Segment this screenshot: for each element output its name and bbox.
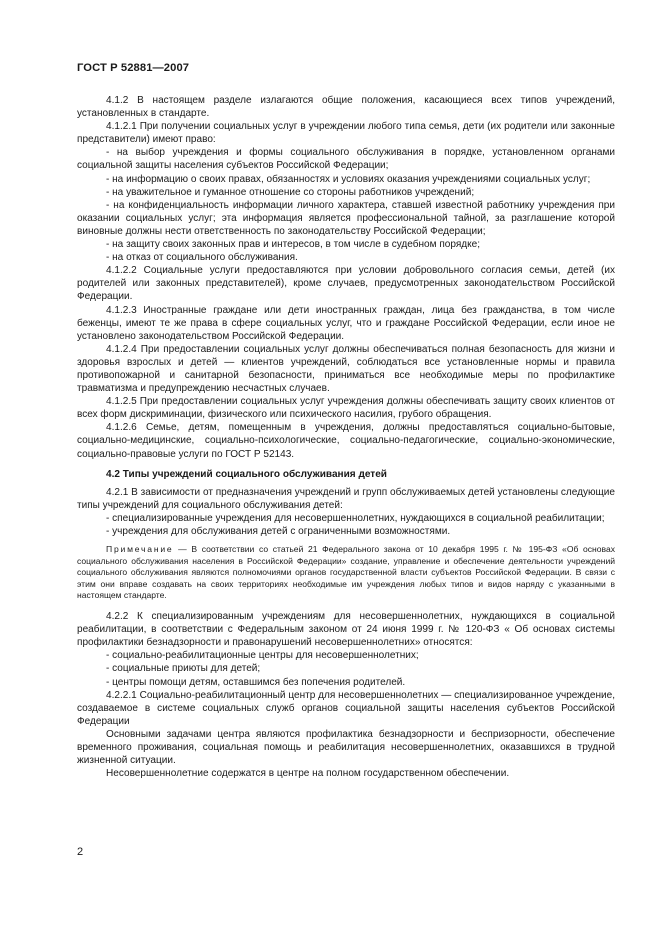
list-item: - социально-реабилитационные центры для несовершеннолетних; bbox=[106, 650, 419, 662]
list-item: - на защиту своих законных прав и интересов, в том числе в судебном порядке; bbox=[106, 239, 481, 251]
list-item: - на уважительное и гуманное отношение со стороны работников учреждений; bbox=[106, 186, 475, 198]
paragraph-4-1-2-3: 4.1.2.3 Иностранные граждане или дети иностранных граждан, лица без гражданства, в том числе беженцы, имеют те же права в сфере социальных услуг, что и граждане Российской Федерации, если иное не установлено законодательством Российской Федерации. bbox=[77, 304, 615, 342]
paragraph-center-tasks: Основными задачами центра являются профилактика безнадзорности и беспризорности, обеспечение временного проживания, социальная помощь и реабилитация несовершеннолетних, оказавшихся в трудной жизненной ситуации. bbox=[77, 728, 615, 767]
paragraph-4-2-2: 4.2.2 К специализированным учреждениям для несовершеннолетних, нуждающихся в социальной реабилитации, в соответствии с Федеральным законом от 24 июня 1999 г. № 120-ФЗ « Об основах системы профилактики безнадзорности и правонарушений несовершеннолетних» относятся: bbox=[77, 611, 615, 649]
paragraph-center-support: Несовершеннолетние содержатся в центре на полном государственном обеспечении. bbox=[106, 768, 510, 780]
page-number: 2 bbox=[77, 846, 84, 858]
section-title: 4.2 Типы учреждений социального обслуживания детей bbox=[106, 468, 387, 480]
list-item: - специализированные учреждения для несовершеннолетних, нуждающихся в социальной реабилитации; bbox=[106, 512, 605, 524]
paragraph-4-2-2-1: 4.2.2.1 Социально-реабилитационный центр для несовершеннолетних — специализированное учреждение, создаваемое в системе социальных служб органов социальной защиты населения субъектов Российской Федерации bbox=[77, 689, 615, 727]
note-text: — В соответствии со статьей 21 Федерального закона от 10 декабря 1995 г. № 195-ФЗ «Об основах социального обслуживания населения в Российской Федерации» создание, управление и обеспечение деятельности учреждений социального обслуживания являются полномочиями органов государственной власти субъектов Российской Федерации. В связи с этим они вправе создавать на своих территориях необходимые им учреждения любых типов и видов наряду с указанными в настоящем стандарте. bbox=[77, 544, 615, 601]
document-body bbox=[77, 94, 615, 780]
paragraph-4-1-2-6: 4.1.2.6 Семье, детям, помещенным в учреждения, должны предоставляться социально-бытовые, социально-медицинские, социально-психологические, социально-педагогические, социально-экономические, социально-правовые услуги по ГОСТ Р 52143. bbox=[77, 422, 615, 460]
note-label: Примечание bbox=[106, 544, 174, 555]
list-item: - на конфиденциальность информации личного характера, ставшей известной работнику учреждения при оказании социальных услуг; эта информация является профессиональной тайной, за разглашение которой виновные должны нести ответственность по законодательству Российской Федерации; bbox=[77, 199, 615, 237]
paragraph-4-1-2-1: 4.1.2.1 При получении социальных услуг в учреждении любого типа семья, дети (их родители или законные представители) имеют право: bbox=[77, 121, 615, 146]
list-item: - центры помощи детям, оставшимся без попечения родителей. bbox=[106, 676, 406, 688]
list-item: - социальные приюты для детей; bbox=[106, 663, 261, 675]
paragraph-4-1-2: 4.1.2 В настоящем разделе излагаются общие положения, касающиеся всех типов учреждений, установленных в стандарте. bbox=[77, 95, 615, 120]
paragraph-4-1-2-2: 4.1.2.2 Социальные услуги предоставляются при условии добровольного согласия семьи, детей (их родителей или законных представителей), кроме случаев, предусмотренных законодательством Российской Федерации. bbox=[77, 265, 615, 303]
list-item: - на отказ от социального обслуживания. bbox=[106, 252, 298, 264]
list-item: - учреждения для обслуживания детей с ограниченными возможностями. bbox=[106, 526, 451, 537]
document-header: ГОСТ Р 52881—2007 bbox=[77, 62, 190, 74]
note-block bbox=[77, 544, 615, 602]
list-item: - на информацию о своих правах, обязанностях и условиях оказания учреждениями социальных услуг; bbox=[106, 173, 591, 185]
paragraph-4-1-2-4: 4.1.2.4 При предоставлении социальных услуг должны обеспечиваться полная безопасность для жизни и здоровья взрослых и детей — клиентов учреждений, соблюдаться все установленные нормы и правила противопожарной и санитарной безопасности, приниматься все необходимые меры по профилактике травматизма и предупреждению несчастных случаев. bbox=[77, 343, 615, 395]
list-item: - на выбор учреждения и формы социального обслуживания в порядке, установленном органами социальной защиты населения субъектов Российской Федерации; bbox=[77, 147, 615, 172]
paragraph-4-2-1: 4.2.1 В зависимости от предназначения учреждений и групп обслуживаемых детей установлены следующие типы учреждений для социального обслуживания детей: bbox=[77, 486, 615, 511]
paragraph-4-1-2-5: 4.1.2.5 При предоставлении социальных услуг учреждения должны обеспечивать защиту своих клиентов от всех форм дискриминации, физического или психического насилия, грубого обращения. bbox=[77, 396, 615, 421]
